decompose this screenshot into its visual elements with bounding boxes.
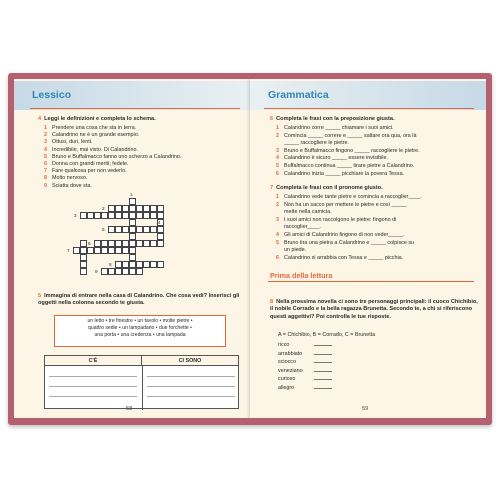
answer-blank[interactable] (314, 384, 332, 389)
crossword-cell[interactable] (108, 205, 115, 212)
adjective-text: veneziano (278, 367, 303, 374)
item-number: 6 (276, 254, 279, 261)
crossword-cell[interactable] (136, 261, 143, 268)
item-text: raccoglier____. (284, 224, 321, 231)
table-divider (142, 366, 143, 410)
crossword-cell[interactable] (136, 212, 143, 219)
list-item (44, 175, 87, 182)
exercise-8-instruction: 8 Nella prossima novella ci sono tre personaggi principali: il cuoco Chichibio, il nobile Corrado e la bella ragazza Brunetta. Secondo te, a chi si riferiscono questi aggettivi? Poi controlla le tue risposte. (270, 299, 478, 320)
answer-line[interactable] (49, 386, 137, 387)
list-item (44, 183, 92, 190)
answer-blank[interactable] (314, 341, 332, 346)
adjective-item (278, 367, 332, 375)
item-number: 2 (276, 201, 279, 208)
item-text: Buffalmacco continua _____ tirare pietre a Calandrino. (284, 163, 415, 169)
list-item (44, 132, 139, 139)
crossword-cell[interactable] (122, 212, 129, 219)
crossword-cell[interactable] (129, 219, 136, 226)
item-text: Calandrino vede tante pietre e comincia a raccoglier____. (284, 194, 422, 200)
crossword-cell[interactable] (129, 261, 136, 268)
crossword-cell[interactable] (150, 205, 157, 212)
item-number: 5 (276, 239, 279, 246)
item-number: 4 (44, 146, 47, 153)
item-number: 6 (276, 170, 279, 177)
crossword-cell[interactable] (157, 205, 164, 212)
item-number: 9 (44, 182, 47, 189)
item-number: 5 (44, 153, 47, 160)
crossword-cell[interactable] (115, 261, 122, 268)
page-number: 59 (362, 406, 369, 412)
list-item (276, 217, 396, 224)
crossword-cell[interactable] (80, 212, 87, 219)
crossword-number: 9 (95, 269, 98, 274)
adjective-text: sciocco (278, 359, 296, 366)
adjective-item (278, 358, 332, 366)
list-item (276, 232, 405, 239)
crossword-cell[interactable] (150, 212, 157, 219)
item-text: Donna con grandi meriti; fedele. (52, 161, 129, 167)
crossword-number: 1 (130, 192, 133, 197)
list-item (276, 133, 416, 140)
exercise-8-legend: A = Chichibio, B = Corrado, C = Brunetta (278, 332, 376, 338)
answer-blank[interactable] (314, 358, 332, 363)
item-text: Bruno e Buffalmacco fanno uno scherzo a Calandrino. (52, 153, 182, 160)
crossword-cell[interactable] (129, 198, 136, 205)
item-number: 1 (276, 125, 279, 131)
crossword-number: 6 (88, 241, 91, 246)
adjective-text: curioso (278, 376, 296, 383)
item-text: Molto nervoso. (52, 175, 88, 182)
adjective-item (278, 375, 332, 383)
adjective-item (278, 384, 332, 392)
crossword-cell[interactable] (101, 268, 108, 275)
crossword-number: 8 (109, 262, 112, 267)
list-item (44, 168, 127, 175)
crossword-number: 5 (102, 227, 105, 232)
crossword-cell[interactable] (87, 247, 94, 254)
item-text: Calandrino ne è un grande esempio. (52, 132, 140, 139)
crossword-cell[interactable] (115, 212, 122, 219)
section-title-grammatica: Grammatica (268, 89, 329, 101)
item-number: 4 (276, 155, 279, 162)
list-item (44, 125, 136, 132)
item-number: 7 (44, 168, 47, 175)
crossword-cell[interactable] (108, 240, 115, 247)
list-item (276, 171, 404, 178)
crossword-cell[interactable] (136, 226, 143, 233)
crossword-number: 2 (102, 206, 105, 211)
list-item (44, 139, 92, 146)
crossword-cell[interactable] (115, 205, 122, 212)
answer-blank[interactable] (314, 367, 332, 372)
crossword-cell[interactable] (80, 254, 87, 261)
crossword-cell[interactable] (108, 226, 115, 233)
exercise-5-instruction-text: 5 Immagina di entrare nella casa di Calandrino. Che cosa vedi? Inserisci gli oggetti nella colonna secondo te giusta. (38, 293, 240, 307)
crossword-cell[interactable] (157, 240, 164, 247)
crossword-cell[interactable] (129, 205, 136, 212)
column-header-c-e: C'È (45, 356, 142, 366)
section-title-lessico: Lessico (32, 89, 72, 101)
answer-blank[interactable] (314, 350, 332, 355)
list-item (276, 163, 414, 170)
crossword-cell[interactable] (108, 268, 115, 275)
crossword-number: 4 (158, 220, 161, 225)
crossword-cell[interactable] (94, 212, 101, 219)
list-item (276, 194, 422, 201)
crossword-number: 3 (74, 213, 77, 218)
crossword-cell[interactable] (87, 212, 94, 219)
crossword-cell[interactable] (129, 212, 136, 219)
item-text: Prendere una cosa che sta in terra. (52, 125, 137, 131)
crossword-cell[interactable] (115, 247, 122, 254)
crossword-cell[interactable] (143, 226, 150, 233)
adjective-text: allegro (278, 385, 295, 391)
title-rule (30, 108, 240, 109)
column-header-ci-sono: CI SONO (142, 356, 238, 366)
crossword-cell[interactable] (122, 205, 129, 212)
crossword-cell[interactable] (150, 240, 157, 247)
adjective-item (278, 341, 332, 349)
answer-table[interactable] (44, 355, 239, 409)
item-number: 3 (276, 216, 279, 223)
item-text: Ottusi, duri, lenti. (52, 139, 93, 146)
crossword-cell[interactable] (150, 226, 157, 233)
item-text: _____ raccogliere le pietre. (284, 140, 350, 147)
crossword-cell[interactable] (108, 212, 115, 219)
crossword-cell[interactable] (129, 226, 136, 233)
item-text: I suoi amici non raccolgono le pietre: fingono di (284, 216, 397, 223)
crossword-cell[interactable] (115, 268, 122, 275)
item-number: 1 (44, 125, 47, 131)
adjective-text: arrabbiato (278, 350, 303, 357)
crossword-cell[interactable] (122, 226, 129, 233)
item-number: 8 (44, 175, 47, 182)
subsection-title-prima-della-lettura: Prima della lettura (270, 271, 333, 280)
list-item (44, 154, 181, 161)
crossword-cell[interactable] (80, 261, 87, 268)
crossword-cell[interactable] (143, 261, 150, 268)
item-text: Gli amici di Calandrino fingono di non veder_____. (284, 232, 405, 238)
list-item (276, 125, 394, 132)
item-text: Incredibile, mai visto. Di Calandrino. (52, 146, 138, 153)
item-text: Calandrino è sicuro _____ essere invisibile. (284, 155, 388, 162)
crossword-cell[interactable] (73, 247, 80, 254)
crossword-cell[interactable] (143, 240, 150, 247)
crossword-cell[interactable] (94, 247, 101, 254)
item-text: Comincia _____ correre e _____ saltare ora qua, ora là (284, 132, 417, 139)
crossword-cell[interactable] (80, 247, 87, 254)
list-item (276, 202, 407, 209)
item-number: 4 (276, 232, 279, 238)
exercise-7-instruction: 7 Completa le frasi con il pronome giusto. (270, 185, 383, 191)
title-rule (264, 108, 474, 109)
item-text: Calandrino si arrabbia con Tessa e _____ picchia. (284, 254, 404, 261)
adjective-text: ricco (278, 342, 290, 348)
list-item (276, 240, 414, 247)
answer-line[interactable] (147, 386, 235, 387)
item-text: Non ha un sacco per mettere le pietre e così _____ (284, 201, 407, 208)
list-item (276, 224, 321, 231)
answer-line[interactable] (147, 396, 235, 397)
item-text: Sciatta dove sta. (52, 182, 92, 189)
word-bank-line: una porta • una credenza • una lampada (94, 332, 186, 338)
item-number: 5 (276, 163, 279, 169)
crossword-number: 7 (67, 248, 70, 253)
crossword-cell[interactable] (80, 240, 87, 247)
crossword-cell[interactable] (150, 261, 157, 268)
crossword-cell[interactable] (101, 247, 108, 254)
item-text: Bruno e Buffalmacco fingono _____ raccogliere le pietre. (284, 147, 420, 154)
word-bank (54, 315, 226, 347)
crossword-cell[interactable] (115, 240, 122, 247)
answer-line[interactable] (49, 376, 137, 377)
left-page (14, 79, 250, 418)
exercise-6-instruction: 6 Completa le frasi con la preposizione giusta. (270, 116, 395, 122)
crossword-cell[interactable] (122, 240, 129, 247)
crossword-cell[interactable] (136, 268, 143, 275)
right-page (250, 79, 486, 418)
list-item (276, 140, 349, 147)
exercise-4-instruction: 4 Leggi le definizioni e completa lo schema. (38, 116, 156, 122)
word-bank-line: quattro sedie • un lampadario • due forchette • (88, 325, 192, 331)
crossword-cell[interactable] (129, 247, 136, 254)
list-item (44, 147, 138, 154)
list-item (276, 155, 388, 162)
item-number: 3 (44, 139, 47, 146)
crossword-cell[interactable] (143, 205, 150, 212)
list-item (276, 247, 306, 254)
crossword-cell[interactable] (122, 261, 129, 268)
list-item (276, 209, 332, 216)
answer-blank[interactable] (314, 375, 332, 380)
item-number: 3 (276, 147, 279, 154)
item-number: 2 (44, 132, 47, 139)
item-text: Calandrino corre _____ chiamare i suoi amici. (284, 125, 394, 131)
crossword-cell[interactable] (122, 268, 129, 275)
crossword-cell[interactable] (108, 247, 115, 254)
crossword-cell[interactable] (129, 233, 136, 240)
crossword-cell[interactable] (157, 212, 164, 219)
item-text: mette nella camicia. (284, 209, 332, 216)
word-bank-line: un letto • tre finestre • un tavolo • molte pietre • (87, 318, 193, 324)
item-text: Calandrino inizia _____ picchiare la povera Tessa. (284, 170, 405, 177)
item-number: 6 (44, 161, 47, 167)
crossword-cell[interactable] (129, 268, 136, 275)
crossword-cell[interactable] (101, 240, 108, 247)
page-number: 58 (126, 406, 133, 412)
item-text: Bruno tira una pietra a Calandrino e _____ colpisce su (284, 239, 415, 246)
crossword-cell[interactable] (143, 212, 150, 219)
answer-line[interactable] (147, 376, 235, 377)
list-item (276, 255, 403, 262)
crossword-cell[interactable] (122, 247, 129, 254)
crossword-cell[interactable] (157, 233, 164, 240)
adjective-item (278, 350, 332, 358)
item-text: un piede. (284, 247, 307, 254)
item-number: 1 (276, 194, 279, 200)
crossword-cell[interactable] (136, 205, 143, 212)
crossword-cell[interactable] (101, 212, 108, 219)
crossword-cell[interactable] (129, 240, 136, 247)
crossword-cell[interactable] (80, 268, 87, 275)
crossword-cell[interactable] (129, 254, 136, 261)
item-number: 2 (276, 132, 279, 139)
crossword-cell[interactable] (94, 240, 101, 247)
item-text: Fare qualcosa per non vederlo. (52, 168, 127, 175)
crossword-cell[interactable] (157, 226, 164, 233)
crossword-cell[interactable] (157, 261, 164, 268)
crossword-cell[interactable] (115, 226, 122, 233)
list-item (44, 161, 128, 168)
crossword-cell[interactable] (136, 240, 143, 247)
subsection-rule (268, 281, 474, 282)
answer-line[interactable] (49, 396, 137, 397)
list-item (276, 148, 420, 155)
